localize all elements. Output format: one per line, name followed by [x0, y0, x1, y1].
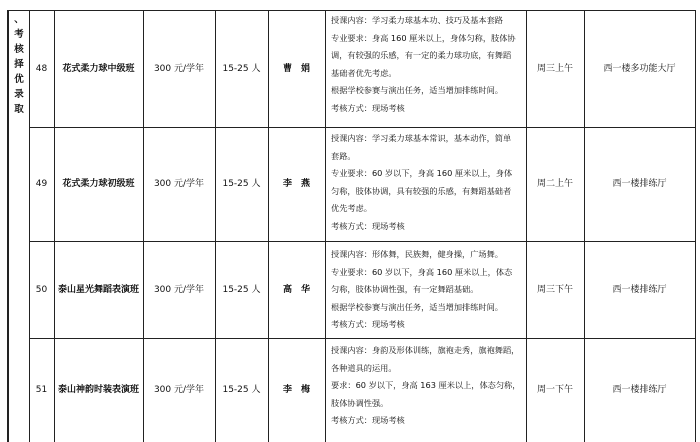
- description-line: 授课内容：身韵及形体训练，旗袍走秀，旗袍舞蹈，: [331, 345, 520, 355]
- description-line: 考核方式：现场考核: [331, 415, 405, 425]
- class-location: 西一楼排练厅: [612, 179, 667, 189]
- description-line: 调，有较强的乐感，有一定的柔力球功底，有舞蹈: [331, 50, 512, 60]
- course-description: [331, 342, 523, 430]
- row-number: 51: [35, 385, 48, 395]
- class-time: 周二上午: [536, 179, 573, 189]
- class-location: 西一楼排练厅: [612, 284, 667, 295]
- class-size: 15-25 人: [222, 63, 261, 74]
- description-line: 根据学校参赛与演出任务，适当增加排练时间。: [331, 85, 503, 95]
- category-char: 考: [14, 29, 24, 40]
- class-time: 周三下午: [536, 284, 573, 295]
- description-line: 专业要求：身高 160 厘米以上，身体匀称，肢体协: [331, 32, 516, 43]
- description-line: 授课内容：形体舞，民族舞，健身操，广场舞。: [331, 249, 503, 259]
- class-name: 泰山星光舞蹈表演班: [57, 284, 139, 295]
- description-line: 各种道具的运用。: [331, 362, 397, 373]
- fee: 300 元/学年: [153, 385, 205, 395]
- class-time: 周三上午: [536, 63, 573, 74]
- category-char: 择: [14, 59, 24, 70]
- class-location: 西一楼排练厅: [612, 385, 667, 395]
- description-line: 根据学校参赛与演出任务，适当增加排练时间。: [331, 301, 503, 312]
- class-name: 泰山神韵时装表演班: [57, 385, 139, 395]
- description-line: 考核方式：现场考核: [331, 102, 405, 113]
- description-line: 匀称，肢体协调性强，有一定舞蹈基础。: [331, 284, 479, 294]
- description-line: 优先考虑。: [331, 203, 372, 213]
- description-line: 专业要求：60 岁以下，身高 160 厘米以上，身体: [331, 168, 513, 178]
- category-char: 录: [14, 89, 24, 100]
- class-name: 花式柔力球初级班: [62, 179, 135, 189]
- fee: 300 元/学年: [153, 63, 205, 74]
- row-number: 48: [35, 63, 48, 74]
- column-divider: [325, 10, 326, 442]
- course-description: [331, 246, 523, 334]
- category-char: 核: [14, 44, 24, 55]
- row-number: 50: [35, 284, 48, 295]
- teacher: 高 华: [282, 284, 310, 295]
- teacher: 李 梅: [282, 385, 310, 395]
- category-label: [9, 12, 29, 122]
- class-size: 15-25 人: [222, 179, 261, 189]
- description-line: 授课内容：学习柔力球基本常识，基本动作，简单: [331, 133, 512, 143]
- description-line: 套路。: [331, 150, 356, 161]
- course-description: [331, 130, 523, 235]
- class-location: 西一楼多功能大厅: [603, 63, 676, 74]
- description-line: 匀称，肢体协调，具有较强的乐感，有舞蹈基础者: [331, 185, 512, 196]
- category-char: 优: [14, 74, 24, 85]
- fee: 300 元/学年: [153, 284, 205, 295]
- class-time: 周一下午: [536, 385, 573, 395]
- description-line: 考核方式：现场考核: [331, 319, 405, 329]
- class-size: 15-25 人: [222, 284, 261, 295]
- description-line: 基础者优先考虑。: [331, 67, 397, 78]
- class-name: 花式柔力球中级班: [62, 63, 135, 74]
- teacher: 李 燕: [282, 179, 310, 189]
- description-line: 授课内容：学习柔力球基本功、技巧及基本套路: [331, 15, 503, 25]
- teacher: 曹 娟: [282, 63, 310, 74]
- description-line: 要求：60 岁以下，身高 163 厘米以上，体态匀称，: [331, 380, 521, 390]
- category-char: 、: [14, 14, 24, 25]
- class-size: 15-25 人: [222, 385, 261, 395]
- row-number: 49: [35, 179, 48, 189]
- course-description: [331, 12, 523, 117]
- description-line: 专业要求：60 岁以下，身高 160 厘米以上，体态: [331, 266, 513, 277]
- category-char: 取: [14, 104, 24, 115]
- description-line: 考核方式：现场考核: [331, 220, 405, 231]
- description-line: 肢体协调性强。: [331, 397, 389, 408]
- table-border-right: [695, 10, 696, 442]
- fee: 300 元/学年: [153, 179, 205, 189]
